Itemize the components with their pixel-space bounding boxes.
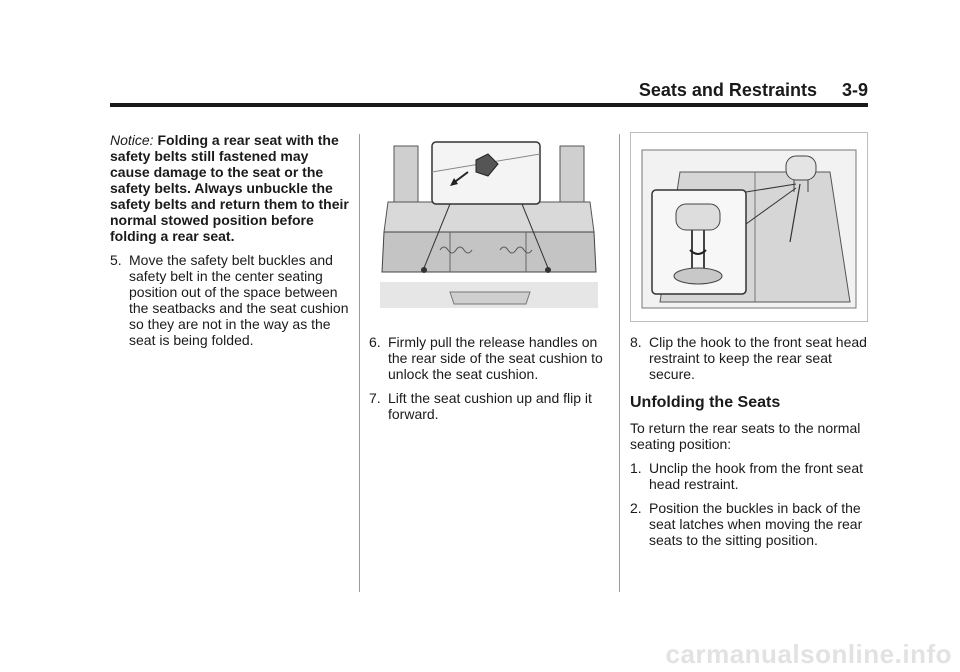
step-text: Position the buckles in back of the seat latches when moving the rear seats to the sitting position.	[649, 500, 863, 548]
step-number: 1.	[630, 460, 642, 476]
column-1	[110, 132, 350, 356]
step-text: Unclip the hook from the front seat head restraint.	[649, 460, 863, 492]
hook-head-restraint-illustration	[630, 132, 868, 322]
unfold-step-2	[630, 500, 870, 548]
column-divider-1	[359, 134, 360, 592]
step-text: Lift the seat cushion up and flip it forward.	[388, 390, 592, 422]
step-text: Move the safety belt buckles and safety belt in the center seating position out of the space between the seatbacks and the seat cushion so they are not in the way as the seat is being folded.	[129, 252, 349, 348]
section-heading: Unfolding the Seats	[630, 394, 781, 411]
header-divider	[110, 103, 868, 107]
notice-text: Folding a rear seat with the safety belts still fastened may cause damage to the seat or the safety belts. Always unbuckle the safety belts and return them to their normal stowed position before folding a rear seat.	[110, 132, 349, 244]
step-number: 6.	[369, 334, 381, 350]
page-number: 3-9	[841, 80, 868, 100]
column-2	[369, 334, 609, 430]
page-title: Seats and Restraints 3-9	[638, 80, 868, 100]
step-number: 7.	[369, 390, 381, 406]
step-number: 8.	[630, 334, 642, 350]
step-8	[630, 334, 870, 382]
step-7	[369, 390, 609, 422]
step-text: Clip the hook to the front seat head restraint to keep the rear seat secure.	[649, 334, 867, 382]
seat-release-illustration	[380, 132, 598, 308]
notice	[110, 132, 350, 244]
watermark: carmanualsonline.info	[665, 639, 952, 669]
step-6	[369, 334, 609, 382]
step-number: 2.	[630, 500, 642, 516]
column-divider-2	[619, 134, 620, 592]
column-3	[630, 334, 870, 556]
intro-paragraph: To return the rear seats to the normal seating position:	[630, 420, 861, 452]
step-5	[110, 252, 350, 348]
step-number: 5.	[110, 252, 122, 268]
unfold-step-1	[630, 460, 870, 492]
step-text: Firmly pull the release handles on the rear side of the seat cushion to unlock the seat cushion.	[388, 334, 603, 382]
notice-lead: Notice:	[110, 132, 154, 148]
